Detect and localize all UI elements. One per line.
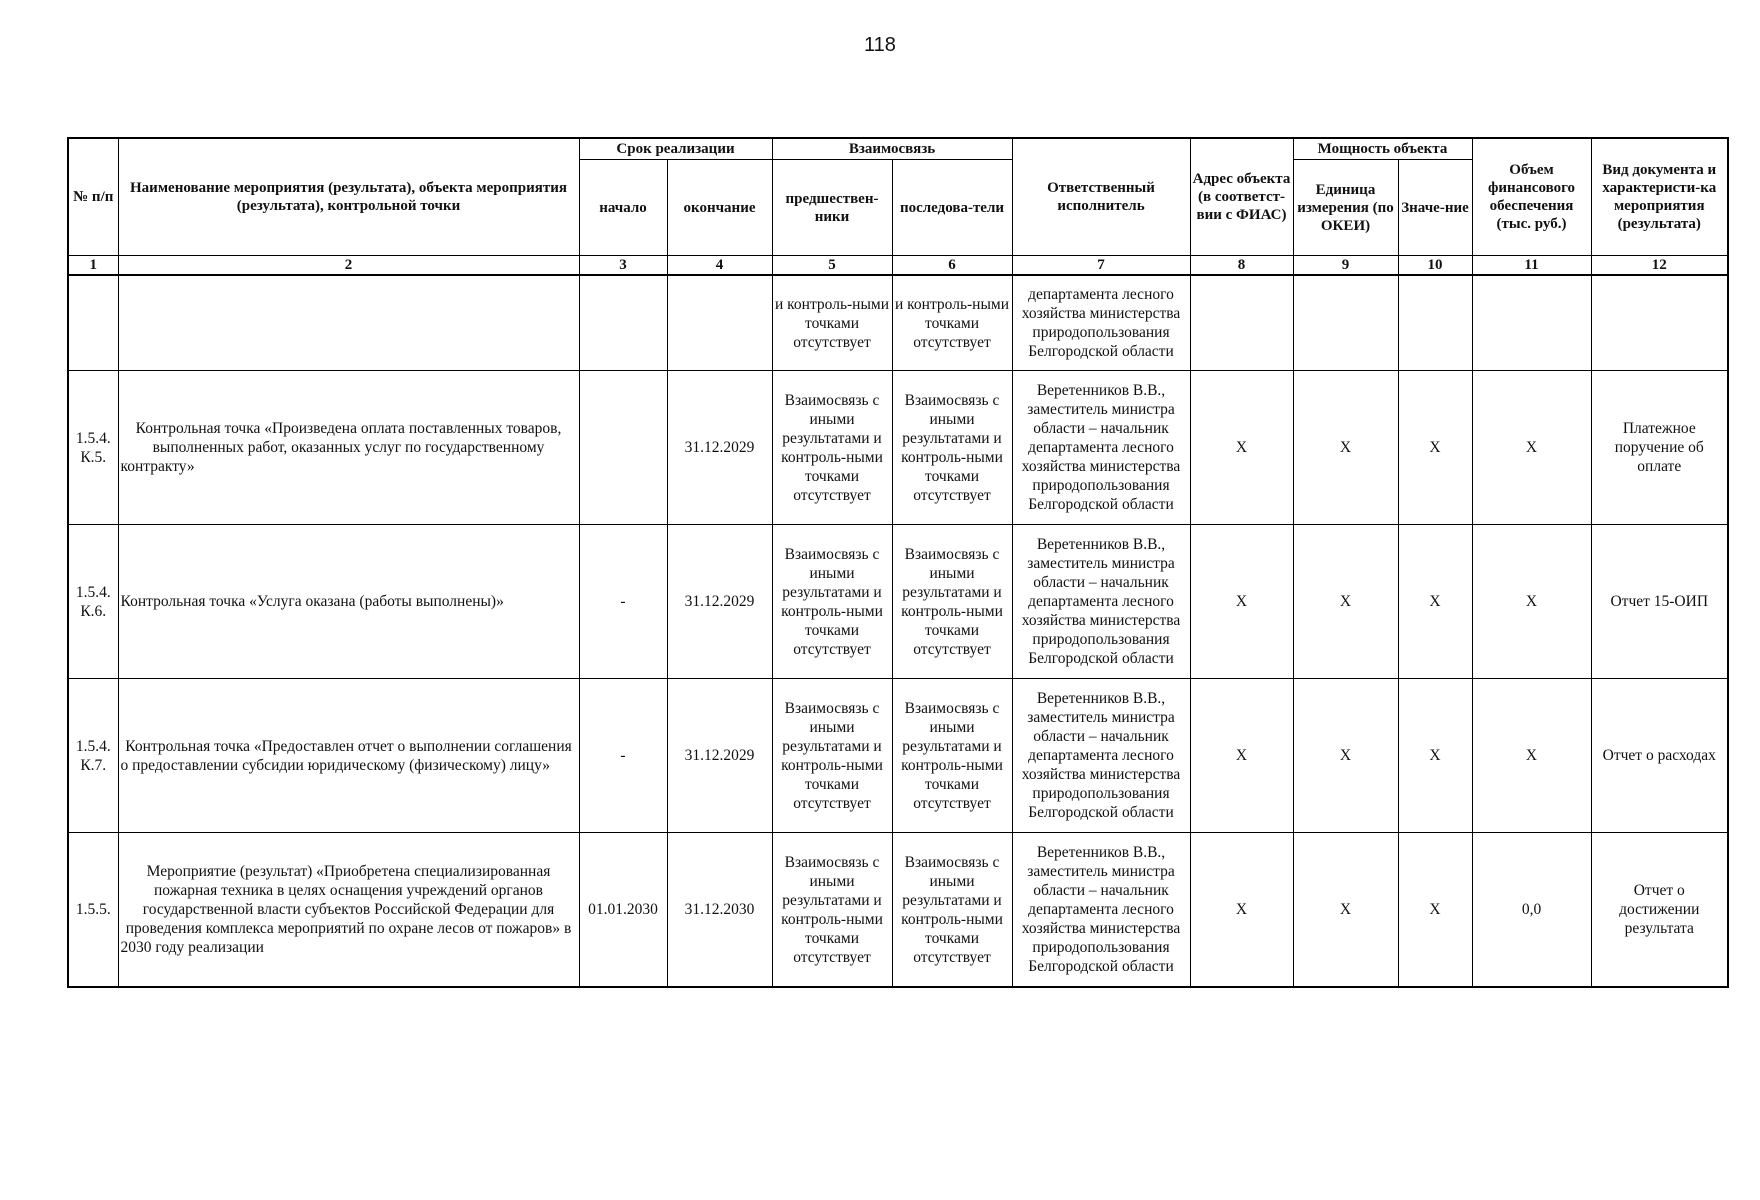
cell-value: X [1398,833,1472,988]
col-unit-header: Единица измерения (по ОКЕИ) [1293,160,1398,256]
col-successors-header: последова-тели [892,160,1012,256]
cell-start: - [579,525,667,679]
cell-start [579,275,667,371]
cell-name: Контрольная точка «Произведена оплата поставленных товаров, выполненных работ, оказанных услуг по государственному контракту» [118,371,579,525]
cell-end: 31.12.2029 [667,525,772,679]
col-responsible-header: Ответственный исполнитель [1012,138,1190,256]
cell-unit [1293,275,1398,371]
cell-responsible: Веретенников В.В., заместитель министра области – начальник департамента лесного хозяйства министерства природопользования Белгородской области [1012,833,1190,988]
col-period-header: Срок реализации [579,138,772,160]
cell-predecessors: Взаимосвязь с иными результатами и контроль-ными точками отсутствует [772,371,892,525]
cell-successors: Взаимосвязь с иными результатами и контроль-ными точками отсутствует [892,525,1012,679]
cell-funding: X [1472,679,1591,833]
column-number: 7 [1012,256,1190,276]
cell-responsible: Веретенников В.В., заместитель министра области – начальник департамента лесного хозяйства министерства природопользования Белгородской области [1012,371,1190,525]
cell-funding: X [1472,371,1591,525]
column-number: 4 [667,256,772,276]
cell-num: 1.5.5. [68,833,118,988]
cell-funding: X [1472,525,1591,679]
cell-address: X [1190,679,1293,833]
col-name-header: Наименование мероприятия (результата), объекта мероприятия (результата), контрольной точки [118,138,579,256]
cell-doc [1591,275,1728,371]
cell-successors: и контроль-ными точками отсутствует [892,275,1012,371]
cell-doc: Платежное поручение об оплате [1591,371,1728,525]
cell-responsible: департамента лесного хозяйства министерства природопользования Белгородской области [1012,275,1190,371]
cell-value [1398,275,1472,371]
table-row [68,525,1728,679]
col-start-header: начало [579,160,667,256]
column-number: 12 [1591,256,1728,276]
cell-value: X [1398,371,1472,525]
column-number: 3 [579,256,667,276]
cell-doc: Отчет о расходах [1591,679,1728,833]
cell-name [118,275,579,371]
col-end-header: окончание [667,160,772,256]
cell-unit: X [1293,679,1398,833]
table-body [68,275,1728,987]
activities-table [67,137,1729,988]
cell-address [1190,275,1293,371]
table-row [68,679,1728,833]
cell-responsible: Веретенников В.В., заместитель министра области – начальник департамента лесного хозяйства министерства природопользования Белгородской области [1012,679,1190,833]
cell-value: X [1398,679,1472,833]
table-header [68,138,1728,275]
cell-start: 01.01.2030 [579,833,667,988]
cell-end [667,275,772,371]
column-number: 10 [1398,256,1472,276]
cell-end: 31.12.2030 [667,833,772,988]
column-number: 1 [68,256,118,276]
cell-num [68,275,118,371]
cell-num: 1.5.4. К.7. [68,679,118,833]
cell-responsible: Веретенников В.В., заместитель министра области – начальник департамента лесного хозяйства министерства природопользования Белгородской области [1012,525,1190,679]
cell-end: 31.12.2029 [667,371,772,525]
cell-predecessors: Взаимосвязь с иными результатами и контроль-ными точками отсутствует [772,525,892,679]
table-row [68,833,1728,988]
cell-doc: Отчет о достижении результата [1591,833,1728,988]
cell-value: X [1398,525,1472,679]
col-funding-header: Объем финансового обеспечения (тыс. руб.) [1472,138,1591,256]
cell-name: Контрольная точка «Предоставлен отчет о выполнении соглашения о предоставлении субсидии юридическому (физическому) лицу» [118,679,579,833]
cell-doc: Отчет 15-ОИП [1591,525,1728,679]
cell-address: X [1190,371,1293,525]
table-row [68,371,1728,525]
col-value-header: Значе-ние [1398,160,1472,256]
column-number: 2 [118,256,579,276]
cell-unit: X [1293,525,1398,679]
cell-unit: X [1293,833,1398,988]
col-capacity-header: Мощность объекта [1293,138,1472,160]
col-address-header: Адрес объекта (в соответст-вии с ФИАС) [1190,138,1293,256]
cell-successors: Взаимосвязь с иными результатами и контроль-ными точками отсутствует [892,833,1012,988]
cell-num: 1.5.4. К.6. [68,525,118,679]
cell-name: Контрольная точка «Услуга оказана (работы выполнены)» [118,525,579,679]
cell-unit: X [1293,371,1398,525]
column-number: 11 [1472,256,1591,276]
col-num-header: № п/п [68,138,118,256]
column-number: 9 [1293,256,1398,276]
cell-name: Мероприятие (результат) «Приобретена специализированная пожарная техника в целях оснащения учреждений органов государственной власти субъектов Российской Федерации для проведения комплекса мероприятий по охране лесов от пожаров» в 2030 году реализации [118,833,579,988]
column-number: 6 [892,256,1012,276]
cell-funding [1472,275,1591,371]
page-number: 118 [864,34,896,56]
col-relation-header: Взаимосвязь [772,138,1012,160]
col-doc-header: Вид документа и характеристи-ка мероприятия (результата) [1591,138,1728,256]
cell-funding: 0,0 [1472,833,1591,988]
cell-successors: Взаимосвязь с иными результатами и контроль-ными точками отсутствует [892,371,1012,525]
cell-address: X [1190,525,1293,679]
continuation-row [68,275,1728,371]
cell-end: 31.12.2029 [667,679,772,833]
cell-predecessors: Взаимосвязь с иными результатами и контроль-ными точками отсутствует [772,679,892,833]
cell-address: X [1190,833,1293,988]
column-number: 5 [772,256,892,276]
cell-predecessors: Взаимосвязь с иными результатами и контроль-ными точками отсутствует [772,833,892,988]
column-number: 8 [1190,256,1293,276]
cell-num: 1.5.4. К.5. [68,371,118,525]
cell-start: - [579,679,667,833]
cell-predecessors: и контроль-ными точками отсутствует [772,275,892,371]
cell-start [579,371,667,525]
col-predecessors-header: предшествен-ники [772,160,892,256]
cell-successors: Взаимосвязь с иными результатами и контроль-ными точками отсутствует [892,679,1012,833]
